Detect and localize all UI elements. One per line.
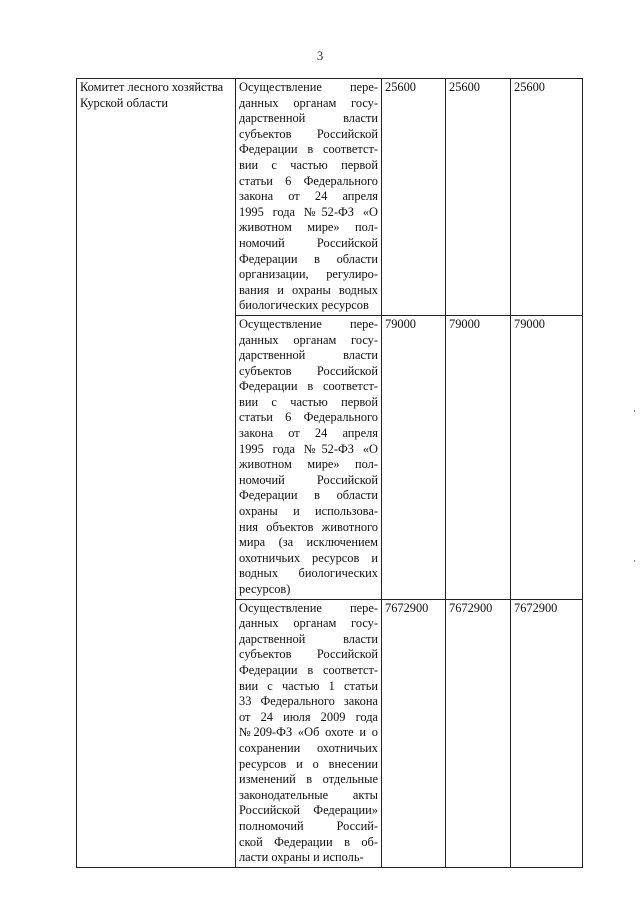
description-line: №209-ФЗ «Об охоте и о (239, 725, 378, 740)
description-line: субъектов Российской (239, 126, 378, 141)
page-number: 3 (316, 48, 324, 63)
amount-cell-1: 7672900 (382, 599, 446, 867)
description-line: номочий Российской (239, 235, 378, 250)
description-line: 1995 года №52-ФЗ «О (239, 204, 378, 219)
description-line: данных органам госу- (239, 616, 378, 631)
description-line: животном мире» пол- (239, 220, 378, 235)
description-line: вии с частью 1 статьи (239, 678, 378, 693)
description-line: Федерации в соответст- (239, 142, 378, 157)
amount-cell-1: 25600 (382, 79, 446, 316)
description-line: Федерации в области (239, 251, 378, 266)
description-line: водных биологических (239, 566, 378, 581)
amount-cell-2: 25600 (446, 79, 511, 316)
description-line: от 24 июля 2009 года (239, 709, 378, 724)
description-line: Осуществление пере- (239, 80, 378, 94)
description-cell (236, 599, 382, 867)
table-row (77, 79, 583, 316)
description-line: ской Федерации в об- (239, 834, 378, 849)
scan-speck (634, 560, 635, 562)
amount-cell-1: 79000 (382, 315, 446, 599)
description-line: номочий Российской (239, 472, 378, 487)
description-line: субъектов Российской (239, 647, 378, 662)
amount-cell-3: 79000 (511, 315, 583, 599)
description-line: закона от 24 апреля (239, 189, 378, 204)
table-body (77, 79, 583, 868)
scan-speck (634, 410, 635, 412)
description-line: дарственной власти (239, 111, 378, 126)
description-line: вии с частью первой (239, 394, 378, 409)
description-line: Федерации в области (239, 488, 378, 503)
amount-cell-2: 7672900 (446, 599, 511, 867)
description-line: статьи 6 Федерального (239, 173, 378, 188)
organization-cell: Комитет лесного хозяйства Курской области (77, 79, 236, 868)
description-line: сохранении охотничьих (239, 740, 378, 755)
description-line: субъектов Российской (239, 363, 378, 378)
description-cell (236, 79, 382, 316)
description-line: Федерации в соответст- (239, 379, 378, 394)
description-line: охотничьих ресурсов и (239, 550, 378, 565)
description-line: ресурсов и о внесении (239, 756, 378, 771)
description-line: Российской Федерации» (239, 803, 378, 818)
description-line: данных органам госу- (239, 332, 378, 347)
description-cell (236, 315, 382, 599)
description-line: ния объектов животного (239, 519, 378, 534)
amount-cell-3: 25600 (511, 79, 583, 316)
description-line: животном мире» пол- (239, 457, 378, 472)
description-line: вии с частью первой (239, 157, 378, 172)
description-line: ресурсов) (239, 582, 291, 596)
description-line: мира (за исключением (239, 535, 378, 550)
description-line: охраны и использова- (239, 504, 378, 519)
description-line: ласти охраны и исполь- (239, 850, 364, 865)
description-line: законодательные акты (239, 787, 378, 802)
description-line: закона от 24 апреля (239, 426, 378, 441)
description-line: Осуществление пере- (239, 316, 378, 331)
description-line: Осуществление пере- (239, 600, 378, 615)
budget-table (76, 78, 583, 868)
description-line: полномочий Россий- (239, 818, 378, 833)
description-line: 1995 года №52-ФЗ «О (239, 441, 378, 456)
description-line: дарственной власти (239, 631, 378, 646)
description-line: дарственной власти (239, 348, 378, 363)
description-line: 33 Федерального закона (239, 694, 378, 709)
description-line: организации, регулиро- (239, 267, 378, 282)
description-line: статьи 6 Федерального (239, 410, 378, 425)
description-line: изменений в отдельные (239, 772, 378, 787)
description-line: Федерации в соответст- (239, 662, 378, 677)
amount-cell-3: 7672900 (511, 599, 583, 867)
amount-cell-2: 79000 (446, 315, 511, 599)
description-line: данных органам госу- (239, 95, 378, 110)
description-line: вания и охраны водных (239, 282, 378, 297)
description-line: биологических ресурсов (239, 298, 369, 313)
